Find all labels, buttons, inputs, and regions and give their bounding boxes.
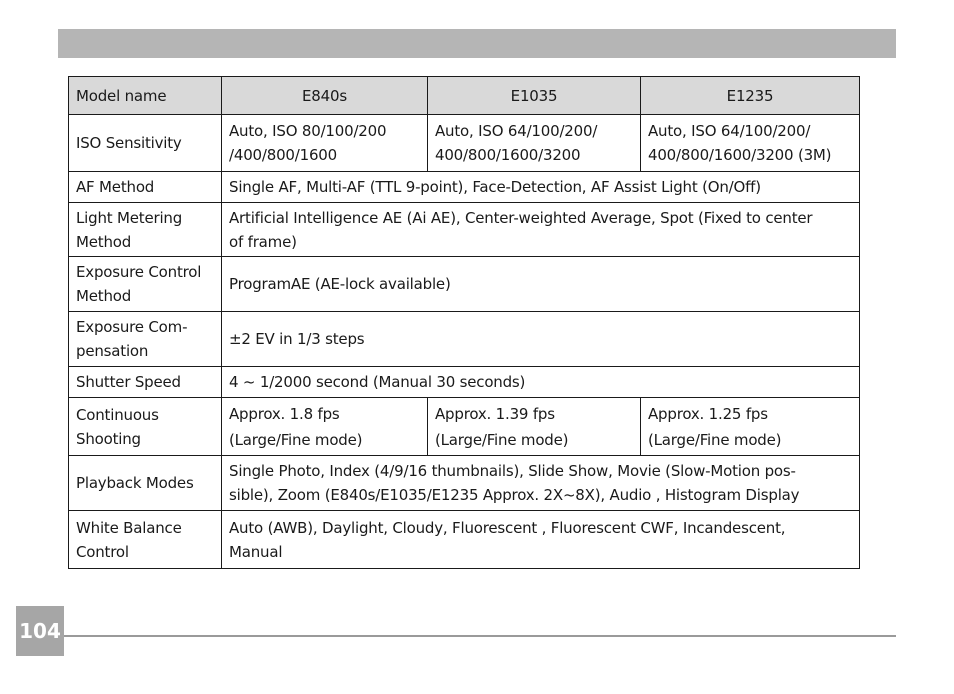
shutter-value: 4 ~ 1/2000 second (Manual 30 seconds) [222, 367, 860, 398]
af-value: Single AF, Multi-AF (TTL 9-point), Face-Detection, AF Assist Light (On/Off) [222, 172, 860, 203]
row-label-exposure-comp: Exposure Com- pensation [69, 312, 222, 367]
table-row-exposure-comp [69, 312, 860, 367]
row-label-playback: Playback Modes [69, 456, 222, 511]
header-bar [58, 29, 896, 58]
row-label-shutter: Shutter Speed [69, 367, 222, 398]
table-row-af [69, 172, 860, 203]
row-label-metering: Light Metering Method [69, 203, 222, 257]
footer-rule [64, 635, 896, 637]
row-label-iso: ISO Sensitivity [69, 115, 222, 172]
model-e840s: E840s [222, 77, 428, 115]
metering-value: Artificial Intelligence AE (Ai AE), Center-weighted Average, Spot (Fixed to center of frame) [222, 203, 860, 257]
row-label-af: AF Method [69, 172, 222, 203]
page-number: 104 [16, 606, 64, 656]
model-e1235: E1235 [641, 77, 860, 115]
table-row-shutter [69, 367, 860, 398]
continuous-e1235: Approx. 1.25 fps (Large/Fine mode) [641, 398, 860, 456]
row-label-continuous: Continuous Shooting [69, 398, 222, 456]
white-balance-value: Auto (AWB), Daylight, Cloudy, Fluorescent , Fluorescent CWF, Incandescent, Manual [222, 511, 860, 569]
table-row-continuous [69, 398, 860, 456]
table-row-iso [69, 115, 860, 172]
exposure-comp-value: ±2 EV in 1/3 steps [222, 312, 860, 367]
table-row-exposure-control [69, 257, 860, 312]
exposure-control-value: ProgramAE (AE-lock available) [222, 257, 860, 312]
playback-value: Single Photo, Index (4/9/16 thumbnails), Slide Show, Movie (Slow-Motion pos- sible), Zoom (E840s/E1035/E1235 Approx. 2X~8X), Audio , Histogram Display [222, 456, 860, 511]
header-label: Model name [69, 77, 222, 115]
continuous-e1035: Approx. 1.39 fps (Large/Fine mode) [428, 398, 641, 456]
iso-e1035: Auto, ISO 64/100/200/ 400/800/1600/3200 [428, 115, 641, 172]
row-label-exposure-control: Exposure Control Method [69, 257, 222, 312]
continuous-e840s: Approx. 1.8 fps (Large/Fine mode) [222, 398, 428, 456]
iso-e1235: Auto, ISO 64/100/200/ 400/800/1600/3200 (3M) [641, 115, 860, 172]
row-label-white-balance: White Balance Control [69, 511, 222, 569]
iso-e840s: Auto, ISO 80/100/200 /400/800/1600 [222, 115, 428, 172]
table-row-playback [69, 456, 860, 511]
model-e1035: E1035 [428, 77, 641, 115]
spec-table [68, 76, 860, 569]
table-row-metering [69, 203, 860, 257]
table-row-white-balance [69, 511, 860, 569]
table-header-row [69, 77, 860, 115]
